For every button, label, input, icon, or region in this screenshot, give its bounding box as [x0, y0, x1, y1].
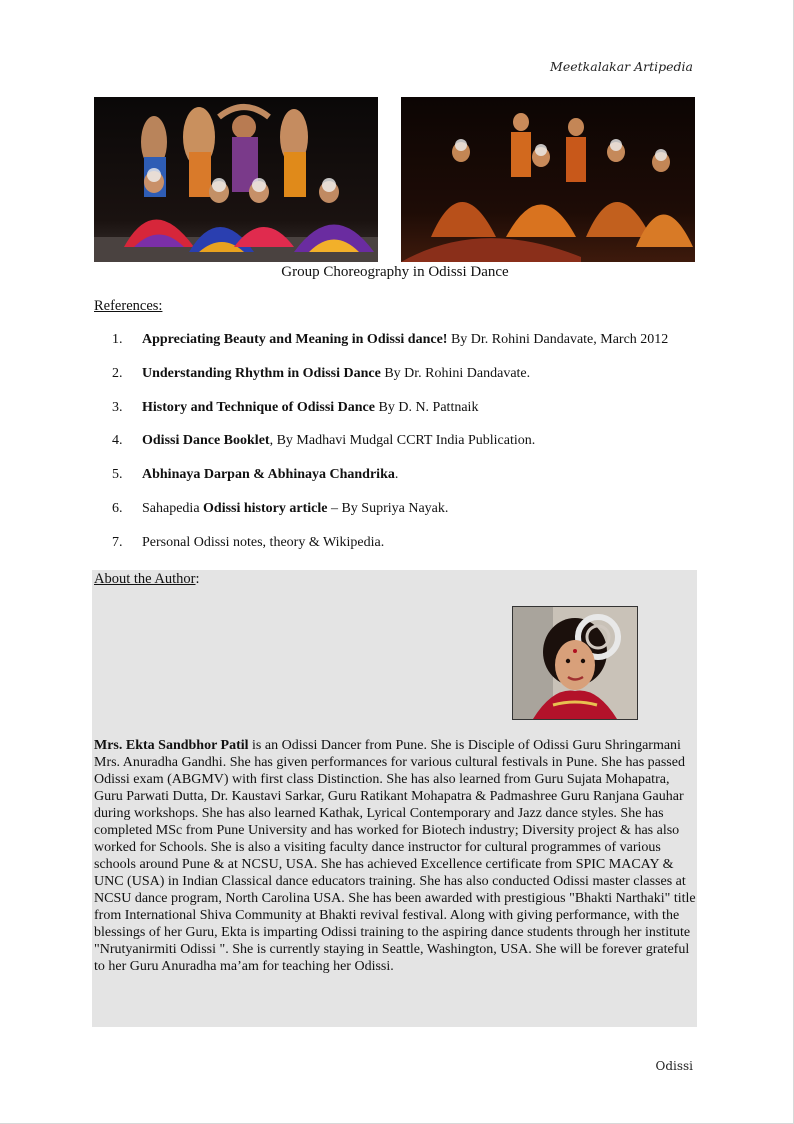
page-footer: Odissi	[655, 1059, 693, 1073]
references-heading: References:	[94, 298, 163, 314]
reference-item: 2. Understanding Rhythm in Odissi Dance By Dr. Rohini Dandavate.	[112, 365, 531, 381]
references-list	[112, 332, 712, 569]
reference-item: 4. Odissi Dance Booklet, By Madhavi Mudgal CCRT India Publication.	[112, 433, 536, 449]
reference-item: 5. Abhinaya Darpan & Abhinaya Chandrika.	[112, 467, 399, 483]
figure-caption: Group Choreography in Odissi Dance	[281, 264, 509, 280]
page-header: Meetkalakar Artipedia	[550, 59, 693, 74]
author-portrait	[512, 606, 638, 720]
author-bio: Mrs. Ekta Sandbhor Patil is an Odissi Dancer from Pune. She is Disciple of Odissi Guru Shringarmani Mrs. Anuradha Gandhi. She has given performances for various cultural festivals in Pune. She has passed Odissi exam (ABGMV) with first class Distinction. She has also learned from Guru Sujata Mohapatra, Guru Parwati Dutta, Dr. Kaustavi Sarkar, Guru Ratikant Mohapatra & Padmashree Guru Ranjana Gauhar during workshops. She has also learned Kathak, Lyrical Contemporary and Jazz dance styles. She has completed MSc from Pune University and has worked for Biotech industry; Diversity project & has also worked for Schools. She is also a visiting faculty dance instructor for cultural programmes of various schools around Pune & at NCSU, USA. She has achieved Excellence certificate from SPIC MACAY & UNC (USA) in Indian Classical dance educators training. She has also conducted Odissi master classes at NCSU dance program, North Carolina USA. She has been awarded with prestigious "Bhakti Narthaki" title from International Shiva Community at Bhakti revival festival. Along with giving performance, with the blessings of her Guru, Ekta is imparting Odissi training to the aspiring dance students through her institute "Nrutyanirmiti Odissi ". She is currently staying in Seattle, Washington, USA. She will be forever grateful to her Guru Anuradha ma’am for teaching her Odissi.	[94, 738, 696, 974]
about-author-section	[92, 570, 697, 1027]
group-dance-photo-2	[401, 97, 695, 262]
reference-item: 1. Appreciating Beauty and Meaning in Odissi dance! By Dr. Rohini Dandavate, March 2012	[112, 332, 669, 347]
author-name: Mrs. Ekta Sandbhor Patil	[94, 738, 249, 753]
group-dance-photo-1	[94, 97, 378, 262]
reference-item: 3. History and Technique of Odissi Dance By D. N. Pattnaik	[112, 399, 479, 415]
reference-item: 7. Personal Odissi notes, theory & Wikipedia.	[112, 534, 385, 550]
about-author-heading: About the Author:	[94, 571, 200, 587]
reference-item: 6. Sahapedia Odissi history article – By Supriya Nayak.	[112, 500, 449, 516]
